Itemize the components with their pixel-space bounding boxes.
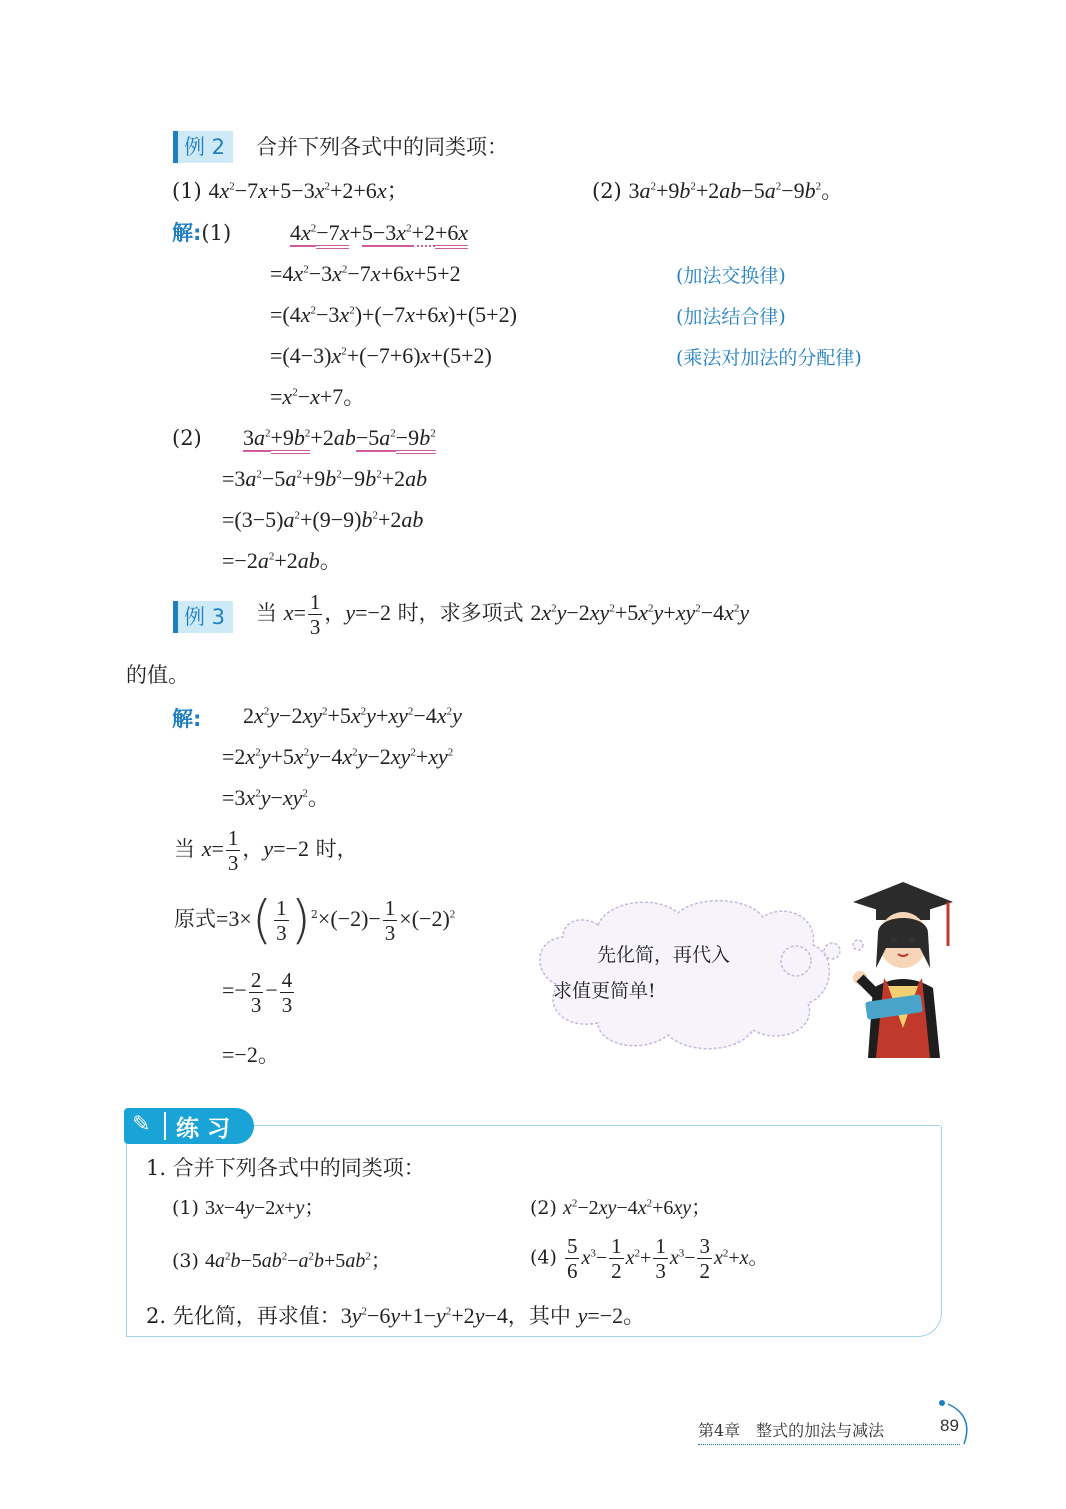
example-2-part1-line2: $=4x^2-3x^2-7x+6x+5+2$ xyxy=(270,261,461,286)
note-associative: (加法结合律) xyxy=(676,306,786,328)
practice-q1-2: (2) $x^2-2xy-4x^2+6xy$； xyxy=(530,1197,712,1219)
note-distributive: (乘法对加法的分配律) xyxy=(676,347,862,369)
practice-q1: 1. 合并下列各式中的同类项： xyxy=(146,1156,425,1180)
practice-title: 练 习 xyxy=(176,1116,231,1142)
example-3-line1: $2x^2y-2xy^2+5x^2y+xy^2-4x^2y$ xyxy=(243,703,462,728)
footer-dotted-line xyxy=(698,1444,960,1445)
example-2-part2-line3: $=(3-5)a^2+(9-9)b^2+2ab$ xyxy=(222,507,424,532)
example-2-part1-line4: $=(4-3)x^2+(-7+6)x+(5+2)$ xyxy=(270,343,492,368)
example-3-evaluate-line2: =− $\frac{2}{3}$ − $\frac{4}{3}$ xyxy=(222,968,293,1017)
example-3-evaluate-line1: 原式=3×( $\frac{1}{3}$ )$^2$×(−2)− $\frac{1}{3}$ $\times(-2)^2$ xyxy=(174,890,456,951)
example-3-substitution: 当 x= $\frac{1}{3}$ ，y=−2 时， xyxy=(174,826,358,875)
practice-q1-3: (3) $4a^2b-5ab^2-a^2b+5ab^2$； xyxy=(172,1250,391,1272)
thought-bubble xyxy=(528,895,873,1055)
example-2-part1-line3: $=(4x^2-3x^2)+(-7x+6x)+(5+2)$ xyxy=(270,302,517,327)
example-3-badge: 例 3 xyxy=(173,601,233,633)
example-2-solution-label: 解:(1) xyxy=(172,221,232,245)
bubble-line-1: 先化简，再代入 xyxy=(597,944,731,966)
student-illustration xyxy=(848,878,958,1060)
example-2-part2-line2: $=3a^2-5a^2+9b^2-9b^2+2ab$ xyxy=(222,466,428,491)
bubble-line-2: 求值更简单! xyxy=(553,980,656,1002)
practice-q2: 2. 先化简，再求值：$3y^2-6y+1-y^2+2y-4$，其中 y=−2。 xyxy=(146,1303,646,1328)
example-2-part1-line1: $4x^2-7x+5-3x^2+2+6x$ xyxy=(290,218,468,248)
practice-q1-4: (4) $\frac{5}{6}$ $x^3-$ $\frac{1}{2}$ $x^2+$ $\frac{1}{3}$ $x^3-$ $\frac{3}{2}$ $x^2+x$。 xyxy=(530,1234,769,1283)
example-3-solution-label: 解: xyxy=(172,707,202,731)
practice-box-top-border xyxy=(254,1125,940,1126)
practice-header xyxy=(124,1108,254,1144)
example-2-part2-line4: $=-2a^2+2ab$。 xyxy=(222,548,342,573)
example-2-title: 合并下列各式中的同类项： xyxy=(256,135,508,159)
example-3-evaluate-line3: =−2。 xyxy=(222,1042,280,1067)
footer-arc xyxy=(930,1398,978,1450)
example-3-question: 当 x= $\frac{1}{3}$ ，y=−2 时，求多项式 $2x^2y-2xy^2+5x^2y+xy^2-4x^2y$ xyxy=(256,590,750,639)
example-2-part2-label: (2) xyxy=(172,426,202,450)
practice-header-divider xyxy=(164,1112,166,1140)
pencil-ruler-icon: ✎ xyxy=(132,1112,151,1137)
example-3-line2: $=2x^2y+5x^2y-4x^2y-2xy^2+xy^2$ xyxy=(222,744,454,769)
example-2-question-1: (1) $4x^2-7x+5-3x^2+2+6x$； xyxy=(172,178,409,203)
note-commutative: (加法交换律) xyxy=(676,265,786,287)
example-2-part2-line1: $3a^2+9b^2+2ab-5a^2-9b^2$ xyxy=(243,423,436,453)
example-3-line3: $=3x^2y-xy^2$。 xyxy=(222,785,330,810)
footer-chapter: 第4章 整式的加法与减法 xyxy=(698,1421,885,1440)
example-3-question-cont: 的值。 xyxy=(126,663,189,687)
example-2-part1-line5: $=x^2-x+7$。 xyxy=(270,384,366,409)
example-2-question-2: (2) $3a^2+9b^2+2ab-5a^2-9b^2$。 xyxy=(592,178,844,203)
example-2-badge: 例 2 xyxy=(173,131,233,163)
practice-q1-1: (1) 3x−4y−2x+y； xyxy=(172,1197,325,1219)
footer-page-number: 89 xyxy=(940,1416,959,1435)
